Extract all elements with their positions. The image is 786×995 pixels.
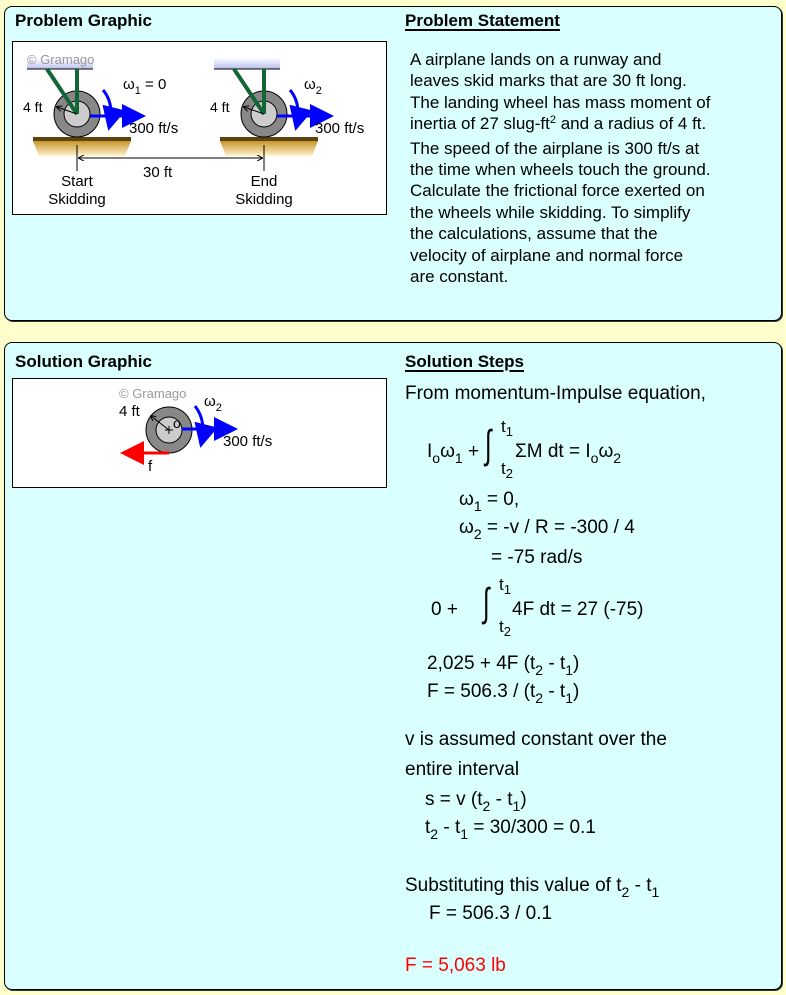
statement-line: the time when wheels touch the ground. bbox=[410, 160, 711, 180]
statement-line: A airplane lands on a runway and bbox=[410, 50, 662, 69]
free-body-diagram bbox=[13, 379, 386, 487]
problem-diagram bbox=[13, 42, 386, 214]
assumption-line-2: entire interval bbox=[405, 759, 520, 780]
lower-limit: $t_2$ bbox=[499, 617, 511, 639]
statement-line: The landing wheel has mass moment of bbox=[410, 92, 711, 112]
ground-icon bbox=[220, 141, 318, 156]
statement-line: Calculate the frictional force exerted on bbox=[410, 181, 705, 201]
wheel-start bbox=[27, 59, 143, 156]
ground-icon bbox=[33, 141, 131, 156]
watermark: © Gramago bbox=[27, 52, 95, 67]
omega1-value: $\omega_1 = 0$, bbox=[459, 489, 520, 514]
equation-substituted-rhs: 4F dt = 27 (-75) bbox=[512, 599, 644, 620]
equation-rhs: ΣM dt = $I_o\omega_2$ bbox=[515, 441, 622, 466]
start-label-2: Skidding bbox=[48, 191, 106, 208]
speed-label-start: 300 ft/s bbox=[129, 120, 179, 137]
rotation-arrow-icon bbox=[103, 90, 111, 128]
start-label: Start bbox=[61, 173, 93, 190]
equation-substituted: 0 + bbox=[431, 599, 458, 620]
equation-distance: s = v $(t_2 - t_1)$ bbox=[425, 789, 527, 814]
upper-limit: $t_1$ bbox=[499, 575, 511, 597]
equation-impulse: 2,025 + 4F $(t_2 - t_1)$ bbox=[427, 653, 580, 678]
radius-label-end: 4 ft bbox=[210, 99, 230, 115]
center-label: o bbox=[173, 415, 181, 431]
solution-graphic bbox=[12, 378, 387, 488]
radius-label-start: 4 ft bbox=[23, 99, 43, 115]
integral-icon: ∫ bbox=[483, 581, 490, 625]
upper-limit: $t_1$ bbox=[501, 417, 513, 439]
equation-force: $F = 506.3 / (t_2 - t_1)$ bbox=[427, 681, 580, 706]
end-label: End bbox=[250, 173, 278, 190]
problem-statement bbox=[410, 49, 780, 287]
equation-final: F = 506.3 / 0.1 bbox=[429, 903, 553, 924]
step-intro: From momentum-Impulse equation, bbox=[405, 383, 706, 404]
omega2-label: $\omega_2$ bbox=[304, 76, 322, 97]
speed-label-end: 300 ft/s bbox=[315, 120, 365, 137]
friction-label: f bbox=[148, 458, 153, 475]
omega1-label: $\omega_1 = 0$ bbox=[123, 76, 167, 97]
integral-icon: ∫ bbox=[485, 423, 492, 467]
statement-line: The speed of the airplane is 300 ft/s at bbox=[410, 138, 700, 158]
statement-line: velocity of airplane and normal force bbox=[410, 245, 684, 265]
equation-momentum-impulse: $I_o\omega_1$ + bbox=[427, 441, 480, 466]
statement-line: the wheels while skidding. To simplify bbox=[410, 202, 691, 222]
assumption-line-1: v is assumed constant over the bbox=[405, 729, 667, 750]
statement-line: are constant. bbox=[410, 267, 509, 287]
statement-line: the calculations, assume that the bbox=[410, 224, 658, 244]
watermark: © Gramago bbox=[119, 386, 187, 401]
statement-line: inertia of 27 slug-$ft^2$ and a radius of 4 ft. bbox=[410, 114, 707, 134]
lower-limit: $t_2$ bbox=[501, 459, 513, 481]
rotation-arrow-icon bbox=[290, 90, 298, 128]
substitution-line: Substituting this value of $t_2 - t_1$ bbox=[405, 875, 660, 900]
problem-graphic bbox=[12, 41, 387, 215]
problem-statement-heading: Problem Statement bbox=[405, 11, 560, 30]
rotation-arrow-icon bbox=[195, 406, 203, 445]
speed-label: 300 ft/s bbox=[223, 433, 273, 450]
solution-panel bbox=[4, 342, 782, 990]
distance-label: 30 ft bbox=[143, 164, 173, 181]
omega2-label: $\omega_2$ bbox=[204, 393, 222, 414]
wheel-end bbox=[214, 58, 331, 157]
final-answer: F = 5,063 lb bbox=[405, 955, 506, 976]
problem-panel bbox=[4, 6, 782, 321]
problem-graphic-heading: Problem Graphic bbox=[15, 11, 152, 30]
solution-graphic-heading: Solution Graphic bbox=[15, 352, 152, 371]
radius-label: 4 ft bbox=[119, 403, 140, 420]
wing-stub-icon bbox=[214, 58, 280, 70]
end-label-2: Skidding bbox=[235, 191, 293, 208]
equation-time: $t_2 - t_1 = 30/300 = 0.1$ bbox=[425, 817, 596, 842]
statement-line: leaves skid marks that are 30 ft long. bbox=[410, 71, 687, 91]
solution-steps-heading: Solution Steps bbox=[405, 352, 524, 371]
omega2-value: $\omega_2 = -v / R = -300 / 4$ bbox=[459, 517, 635, 542]
omega2-result: = -75 rad/s bbox=[491, 547, 583, 568]
